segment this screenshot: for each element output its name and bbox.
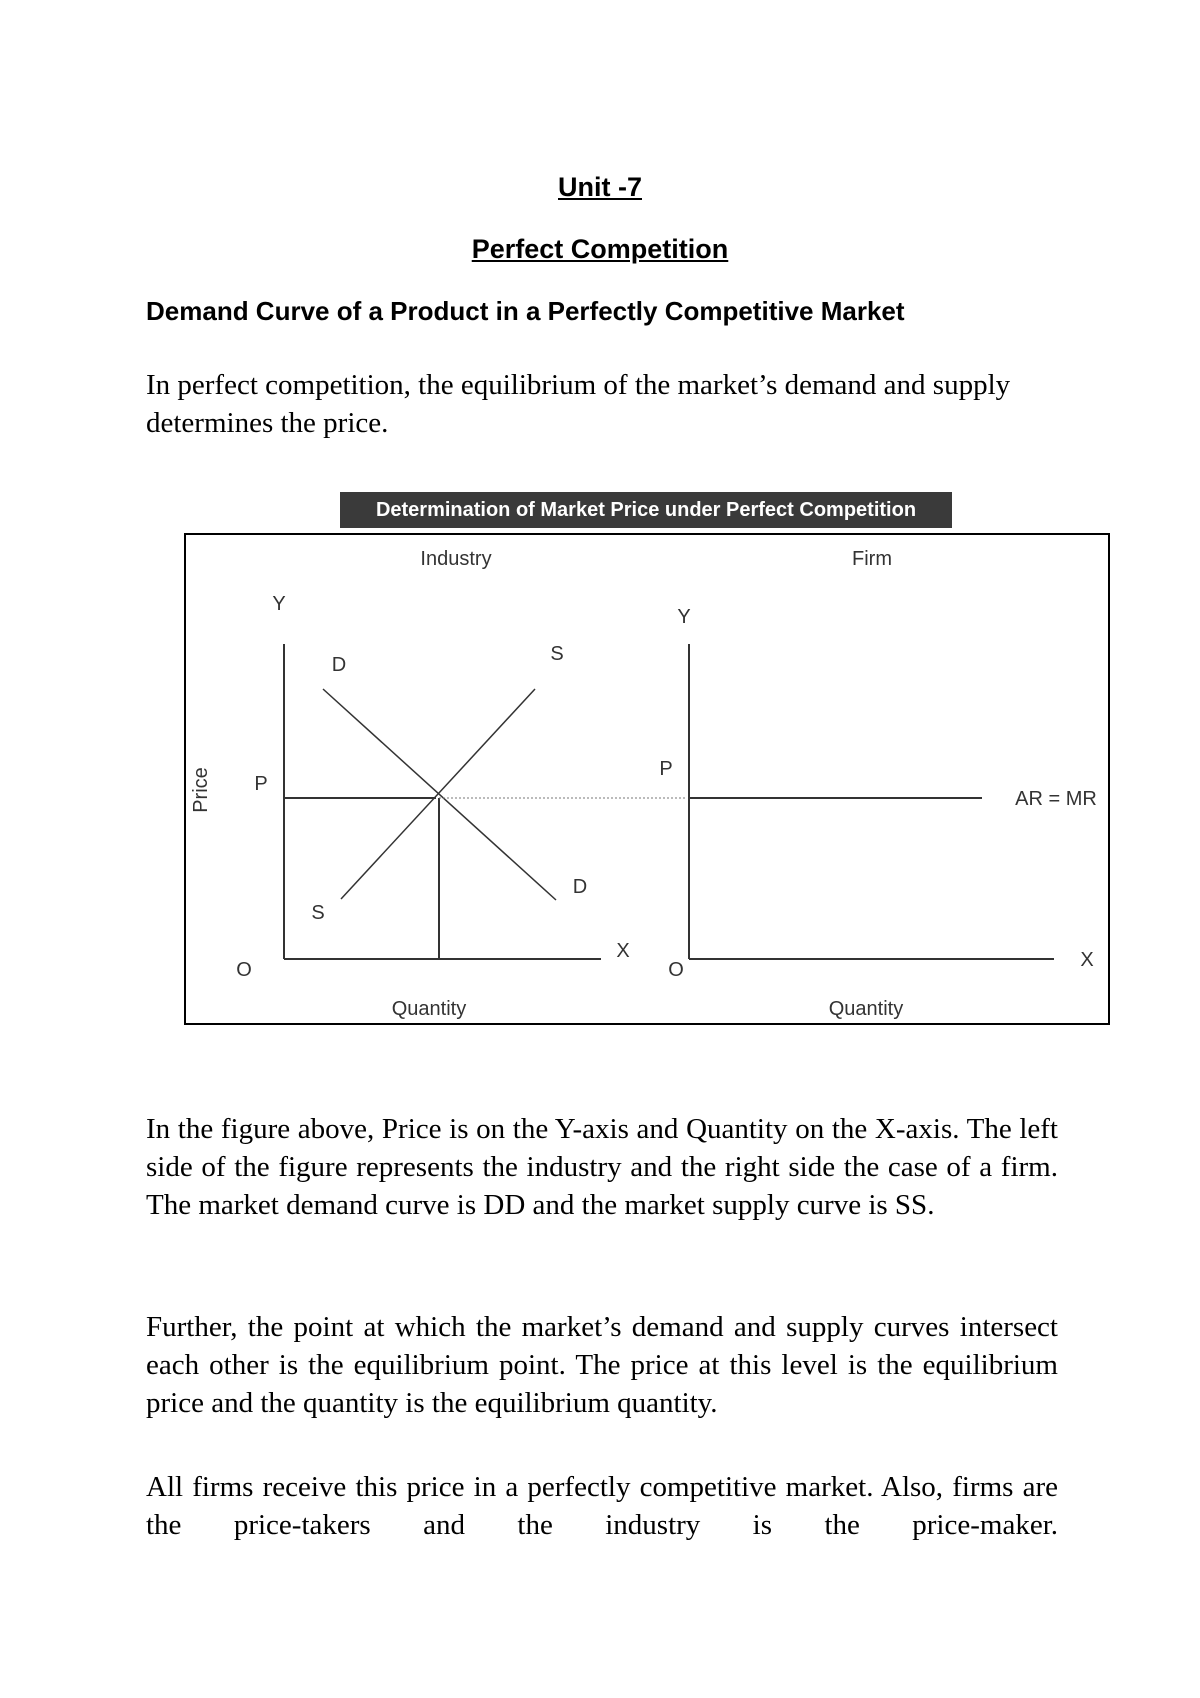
demand-label-bottom: D xyxy=(572,876,588,898)
paragraph-equilibrium: Further, the point at which the market’s demand and supply curves intersect each other is the equilibrium point. The price at this level is the equilibrium price and the quantity is the equilibrium quantity. xyxy=(146,1311,1058,1419)
firm-y-axis-label: Y xyxy=(677,606,691,628)
demand-label-top: D xyxy=(331,654,347,676)
figure-caption: Determination of Market Price under Perfect Competition xyxy=(340,492,952,528)
firm-label: Firm xyxy=(852,548,892,570)
unit-title: Unit -7 xyxy=(558,172,642,202)
paragraph-figure-explanation: In the figure above, Price is on the Y-axis and Quantity on the X-axis. The left side of the figure represents the industry and the right side the case of a firm. The market demand curve is DD and the market supply curve is SS. xyxy=(146,1113,1058,1221)
industry-origin-label: O xyxy=(236,959,252,981)
firm-origin-label: O xyxy=(668,959,684,981)
firm-x-axis-label: X xyxy=(1080,949,1094,971)
industry-label: Industry xyxy=(420,548,492,570)
supply-label-bottom: S xyxy=(311,902,325,924)
industry-x-axis-label: X xyxy=(616,940,630,962)
intro-paragraph: In perfect competition, the equilibrium of the market’s demand and supply determines the price. xyxy=(146,369,1011,439)
section-heading: Demand Curve of a Product in a Perfectly Competitive Market xyxy=(146,296,905,326)
industry-y-axis-label: Y xyxy=(272,593,286,615)
supply-label-top: S xyxy=(550,643,564,665)
firm-price-label: P xyxy=(659,758,673,780)
price-axis-label: Price xyxy=(190,767,212,813)
industry-quantity-label: Quantity xyxy=(391,998,467,1020)
figure-frame xyxy=(184,533,1110,1025)
ar-mr-label: AR = MR xyxy=(1015,788,1097,810)
topic-title: Perfect Competition xyxy=(471,234,729,264)
market-price-figure xyxy=(186,535,1108,1023)
industry-price-label: P xyxy=(254,773,268,795)
paragraph-price-takers: All firms receive this price in a perfectly competitive market. Also, firms are the price-takers and the industry is the price-maker. xyxy=(146,1471,1058,1541)
firm-quantity-label: Quantity xyxy=(828,998,904,1020)
